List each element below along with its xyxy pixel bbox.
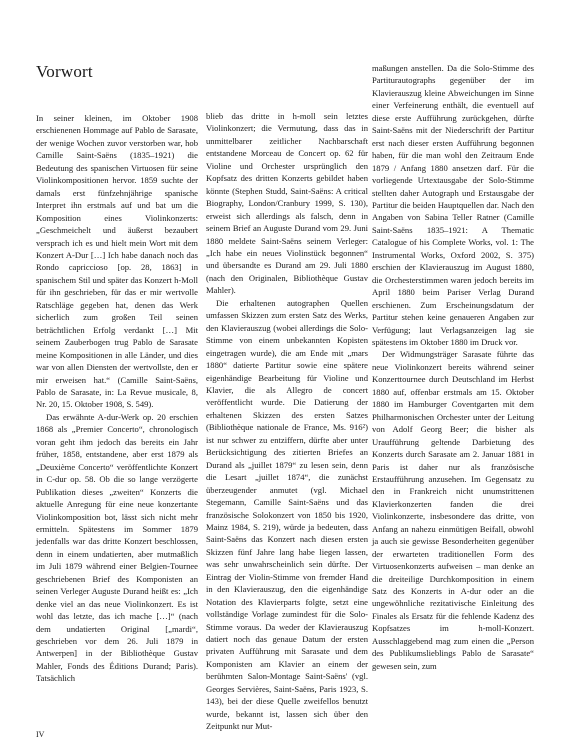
page-number: IV bbox=[36, 730, 45, 739]
paragraph: blieb das dritte in h-moll sein letztes Violinkonzert; die Vermutung, dass das in unmittelbarer zeitlicher Nachbarschaft entstandene Morceau de Concert op. 62 für Violine und Orchester ursprünglich den Kopfsatz des dritten Konzerts gebildet haben könnte (Stephen Studd, Saint-Saëns: A critical Biography, London/Cranbury 1999, S. 130), erweist sich allerdings als falsch, denn in seinem Brief an Auguste Durand vom 29. Juni 1880 meldete Saint-Saëns seinem Verleger: „Ich habe ein neues Violinstück begonnen“ und übersandte es Durand am 29. Juli 1880 (nach den Originalen, Bibliothèque Gustav Mahler). bbox=[206, 111, 368, 296]
text-column-3 bbox=[372, 62, 534, 672]
paragraph: In seiner kleinen, im Oktober 1908 erschienenen Hommage auf Pablo de Sarasate, der wenige Wochen zuvor verstorben war, hob Camille Saint-Saëns (1835–1921) die Bedeutung des spanischen Virtuosen für seine Violinkompositionen hervor. 1859 suchte der damals erst fünfzehnjährige spanische Interpret ihn erstmals auf und bat um die Komposition eines Violinkonzerts: „Geschmeichelt und äußerst bezaubert versprach ich es und hielt mein Wort mit dem Konzert A-Dur […] Ich habe danach noch das Rondo capriccioso [op. 28, 1863] in spanischem Stil und später das Konzert h-Moll für ihn geschrieben, für das er mir wertvolle Ratschläge gegeben hat, denen das Werk sicherlich zum großen Teil seinen beträchtlichen Erfolg verdankt […] Mit seinem Zauberbogen trug Pablo de Sarasate meine Kompositionen in alle Länder, und dies war von allen Diensten der wertvollste, den er mir erweisen hat.“ (Camille Saint-Saëns, Pablo de Sarasate, in: La Revue musicale, 8, Nr. 20, 15. Oktober 1908, S. 549). bbox=[36, 113, 198, 410]
paragraph: maßungen anstellen. Da die Solo-Stimme des Partiturautographs gegenüber der im Klavierauszug kleine Abweichungen im Sinne einer Verfeinerung enthält, die eventuell auf diese erste Aufführung zurückgehen, dürfte Saint-Saëns mit der Niederschrift der Partitur erst nach dieser ersten Aufführung begonnen haben, für die man wohl den Zeitraum Ende 1879 / Anfang 1880 ansetzen darf. Für die vorliegende Urtextausgabe der Solo-Stimme stellten daher Autograph und Erstausgabe der Partitur die beiden Hauptquellen dar. Nach den Angaben von Sabina Teller Ratner (Camille Saint-Saëns 1835–1921: A Thematic Catalogue of his Complete Works, vol. 1: The Instrumental Works, Oxford 2002, S. 375) erschien der Klavierauszug im August 1880, die Orchesterstimmen waren jedoch bereits im April 1880 beim Pariser Verlag Durand erschienen. Zum Erscheinungsdatum der Partitur stehen keine genaueren Angaben zur Verfügung; laut Verlagsanzeigen lag sie spätestens im Oktober 1880 im Druck vor. bbox=[372, 63, 534, 347]
text-column-2 bbox=[206, 110, 368, 733]
paragraph: Die erhaltenen autographen Quellen umfassen Skizzen zum ersten Satz des Werks, den Klavierauszug (wobei allerdings die Solo-Stimme von einem unbekannten Kopisten eingetragen wurde), die am Ende mit „mars 1880“ datierte Partitur sowie eine spätere eigenhändige Bearbeitung für Violine und Klavier, die als Allegro de concert veröffentlicht wurde. Die Datierung der erhaltenen Skizzen des ersten Satzes (Bibliothèque nationale de France, Ms. 916²) ist nur schwer zu entziffern, dürfte aber unter Berücksichtigung des zitierten Briefes an Durand als „juillet 1879“ zu lesen sein, denn die Lesart „juillet 1874“, die zunächst überzeugender anmutet (vgl. Michael Stegemann, Camille Saint-Saëns und das französische Solokonzert von 1850 bis 1920, Mainz 1984, S. 219), würde ja bedeuten, dass Saint-Saëns das Konzert nach diesen ersten Skizzen fünf Jahre lang habe liegen lassen, was sehr unwahrscheinlich sein dürfte. Der Eintrag der Violin-Stimme von fremder Hand in den Klavierauszug, den die eigenhändige Notation des Klavierparts folgte, setzt eine vollständige Vorlage zumindest für die Solo-Stimme voraus. Da weder der Klavierauszug datiert noch das genaue Datum der ersten privaten Aufführung mit Sarasate und dem Komponisten am Klavier an einem der berühmten Salon-Montage Saint-Saëns' (vgl. Georges Servières, Saint-Saëns, Paris 1923, S. 143), bei der diese Quelle zweifellos benutzt wurde, bekannt ist, lassen sich über den Zeitpunkt nur Mut- bbox=[206, 297, 368, 732]
paragraph: Der Widmungsträger Sarasate führte das neue Violinkonzert bereits während seiner Konzerttournee durch Deutschland im Herbst 1880 auf, offenbar erstmals am 15. Oktober 1880 im Hamburger Coventgarten mit dem Philharmonischen Orchester unter der Leitung von Adolf Georg Beer; die bisher als Uraufführung geltende Darbietung des Konzerts durch Sarasate am 2. Januar 1881 in Paris ist daher nur als französische Erstaufführung anzusehen. Im Gegensatz zu den in Frankreich nicht unumstrittenen Klavierkonzerten fanden die drei Violinkonzerte, insbesondere das dritte, von Anfang an nahezu einmütigen Beifall, obwohl ja auch sie gewisse Besonderheiten gegenüber der erwarteten traditionellen Form des Virtuosenkonzerts aufweisen – man denke an die dreiteilige Durchkomposition in einem Satz des Konzerts in A-dur oder an die ungewöhnliche rezitativische Einleitung des Finales als Ersatz für die fehlende Kadenz des Kopfsatzes im h-moll-Konzert. Ausschlaggebend mag zum einen die „Person des Publikumslieblings Pablo de Sarasate“ gewesen sein, zum bbox=[372, 349, 534, 671]
paragraph: Das erwähnte A-dur-Werk op. 20 erschien 1868 als „Premier Concerto“, chronologisch voran geht ihm jedoch das bereits ein Jahr früher, 1858, entstandene, aber erst 1879 als „Deuxième Concerto“ veröffentlichte Konzert in C-dur op. 58. Ob die so lange verzögerte Publikation dieses „zweiten“ Konzerts die aktuelle Anregung für eine neue konzertante Violinkomposition bot, lässt sich nicht mehr ermitteln. Spätestens im Sommer 1879 jedenfalls war das dritte Konzert beschlossen, denn in einem undatierten, aber mutmaßlich im Juli 1879 während einer Belgien-Tournee geschriebenen Brief des Komponisten an seinen Verleger Auguste Durand heißt es: „Ich denke viel an das neue Violinkonzert. Es ist wohl das letzte, das ich mache […]“ (nach dem undatierten Original [„mardi“, geschrieben vor dem 26. Juli 1879 in Antwerpen] in der Bibliothèque Gustav Mahler, Fonds des Éditions Durand; Paris). Tatsächlich bbox=[36, 411, 198, 684]
text-column-1 bbox=[36, 112, 198, 685]
page-title: Vorwort bbox=[36, 62, 93, 81]
